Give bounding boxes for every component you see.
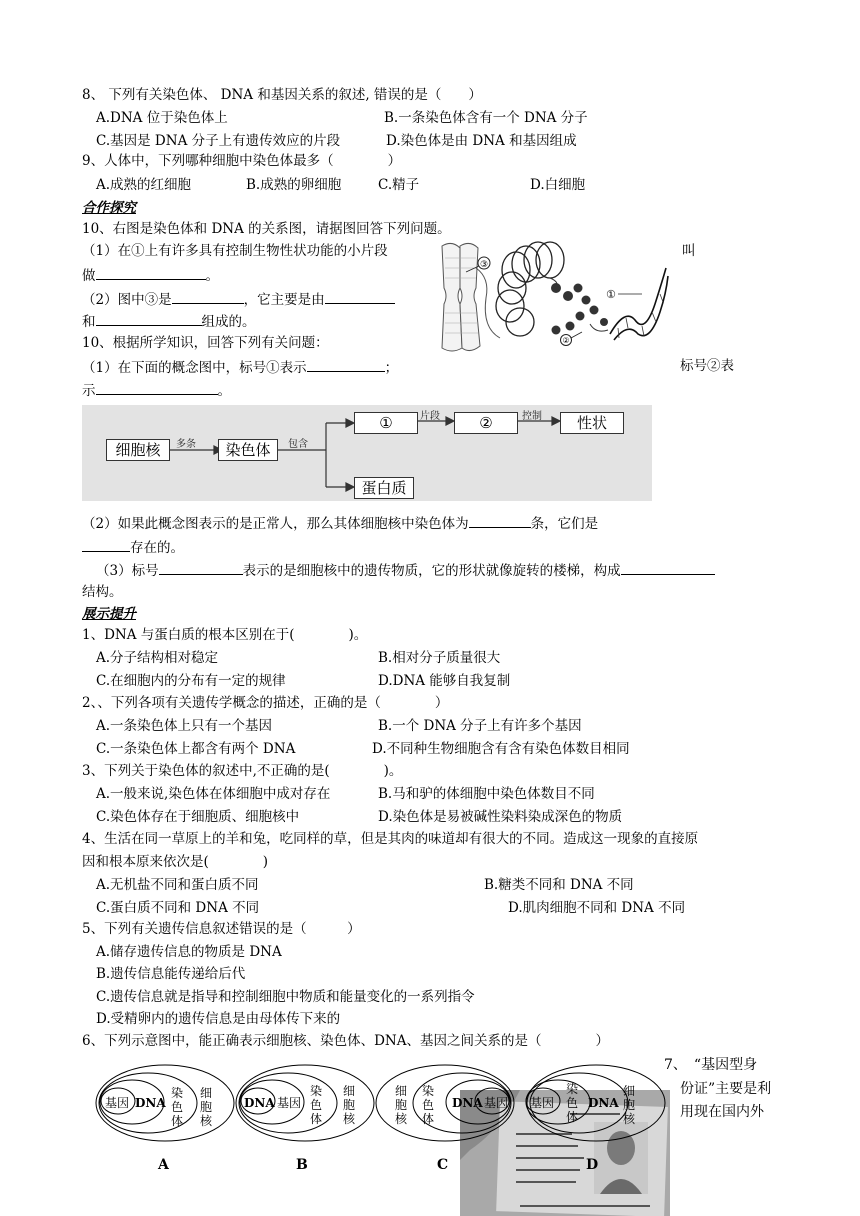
p5-option-c: C.遗传信息就是指导和控制细胞中物质和能量变化的一系列指令 xyxy=(96,989,475,1005)
option-label-c: C xyxy=(437,1157,449,1173)
option-label-d: D xyxy=(586,1157,599,1173)
answer-blank[interactable] xyxy=(469,513,531,528)
optC-chromosome: 染色体 xyxy=(421,1084,434,1126)
answer-blank[interactable] xyxy=(96,380,218,395)
p2-option-a: A.一条染色体上只有一个基因 xyxy=(96,718,273,734)
p3-option-a: A.一般来说,染色体在体细胞中成对存在 xyxy=(96,786,331,802)
q10b-part1-cont: 标号②表 xyxy=(680,358,734,374)
q10b-part3: （3）标号 表示的是细胞核中的遗传物质，它的形状就像旋转的楼梯，构成 xyxy=(96,560,715,580)
p3-option-c: C.染色体存在于细胞质、细胞核中 xyxy=(96,809,300,825)
p3-stem: 3、下列关于染色体的叙述中,不正确的是( )。 xyxy=(82,763,403,779)
q8-option-d: D.染色体是由 DNA 和基因组成 xyxy=(386,133,577,149)
optC-dna: DNA xyxy=(452,1096,483,1110)
p2-stem: 2、、下列各项有关遗传学概念的描述，正确的是（ ） xyxy=(82,695,449,711)
answer-blank[interactable] xyxy=(159,560,243,575)
q10b-part1: （1）在下面的概念图中，标号①表示 ； xyxy=(82,357,398,377)
figure-label-1: ① xyxy=(606,288,616,301)
q9-option-c: C.精子 xyxy=(378,177,420,193)
optC-gene: 基因 xyxy=(484,1096,509,1110)
edge-label-many: 多条 xyxy=(176,439,196,450)
q8-option-b: B.一条染色体含有一个 DNA 分子 xyxy=(384,110,588,126)
p7-line3: 用现在国内外 xyxy=(680,1104,764,1120)
answer-blank[interactable] xyxy=(325,289,395,304)
section-heading-showcase: 展示提升 xyxy=(82,606,136,622)
option-label-a: A xyxy=(158,1157,169,1173)
p1-option-c: C.在细胞内的分布有一定的规律 xyxy=(96,673,286,689)
p3-option-b: B.马和驴的体细胞中染色体数目不同 xyxy=(378,786,595,802)
q8-option-a: A.DNA 位于染色体上 xyxy=(96,110,228,126)
p2-option-c: C.一条染色体上都含有两个 DNA xyxy=(96,741,296,757)
p4-stem-line1: 4、生活在同一草原上的羊和兔，吃同样的草，但是其肉的味道却有很大的不同。造成这一现象的直接原 xyxy=(82,831,699,847)
p1-option-a: A.分子结构相对稳定 xyxy=(96,650,219,666)
q9-option-a: A.成熟的红细胞 xyxy=(96,177,192,193)
edge-label-contain: 包含 xyxy=(288,439,308,450)
figure-label-3: ③ xyxy=(479,260,489,270)
figure-label-2: ② xyxy=(562,336,570,345)
answer-blank[interactable] xyxy=(82,537,130,552)
concept-nucleus: 细胞核 xyxy=(106,439,170,461)
q10b-part2-line2: 存在的。 xyxy=(82,537,184,557)
optB-nucleus: 细胞核 xyxy=(342,1084,355,1126)
concept-box-1: ① xyxy=(354,412,418,434)
p7-line2: 份证”主要是利 xyxy=(680,1081,772,1097)
q9-option-d: D.白细胞 xyxy=(530,177,586,193)
answer-blank[interactable] xyxy=(621,560,715,575)
p2-option-d: D.不同种生物细胞含有含有染色体数目相同 xyxy=(372,741,630,757)
p4-option-c: C.蛋白质不同和 DNA 不同 xyxy=(96,900,260,916)
q8-stem: 8、 下列有关染色体、 DNA 和基因关系的叙述, 错误的是（ ） xyxy=(82,87,482,103)
q9-stem: 9、人体中，下列哪种细胞中染色体最多（ ） xyxy=(82,153,402,169)
optA-chromosome: 染色体 xyxy=(170,1086,183,1128)
p1-option-b: B.相对分子质量很大 xyxy=(378,650,501,666)
optA-nucleus: 细胞核 xyxy=(199,1086,212,1128)
chromosome-dna-figure xyxy=(430,238,670,356)
optB-dna: DNA xyxy=(244,1096,275,1110)
q10a-part2-line2: 和 组成的。 xyxy=(82,311,256,331)
q10b-part2: （2）如果此概念图表示的是正常人，那么其体细胞核中染色体为 条，它们是 xyxy=(82,513,598,533)
p4-stem-line2: 因和根本原来依次是( ) xyxy=(82,854,269,870)
q10a-part1-end: 叫 xyxy=(682,243,696,259)
q10b-stem: 10、根据所学知识，回答下列有关问题： xyxy=(82,335,329,351)
p4-option-d: D.肌肉细胞不同和 DNA 不同 xyxy=(508,900,686,916)
p5-option-d: D.受精卵内的遗传信息是由母体传下来的 xyxy=(96,1011,341,1027)
optB-gene: 基因 xyxy=(277,1096,302,1110)
q10a-part2: （2）图中③是 ，它主要是由 xyxy=(82,289,395,309)
q10b-part3-line2: 结构。 xyxy=(82,584,123,600)
p4-option-a: A.无机盐不同和蛋白质不同 xyxy=(96,877,259,893)
p1-stem: 1、DNA 与蛋白质的根本区别在于( )。 xyxy=(82,627,368,643)
p4-option-b: B.糖类不同和 DNA 不同 xyxy=(484,877,634,893)
answer-blank[interactable] xyxy=(307,357,385,372)
optC-nucleus: 细胞核 xyxy=(394,1084,407,1126)
option-label-b: B xyxy=(296,1157,308,1173)
p7-line1: 7、 “基因型身 xyxy=(664,1057,758,1073)
q9-option-b: B.成熟的卵细胞 xyxy=(246,177,342,193)
p5-option-a: A.储存遗传信息的物质是 DNA xyxy=(96,944,282,960)
optA-gene: 基因 xyxy=(105,1096,130,1110)
optB-chromosome: 染色体 xyxy=(309,1084,322,1126)
p1-option-d: D.DNA 能够自我复制 xyxy=(378,673,511,689)
edge-label-control: 控制 xyxy=(522,411,542,422)
p5-option-b: B.遗传信息能传递给后代 xyxy=(96,966,246,982)
answer-blank[interactable] xyxy=(172,289,244,304)
concept-chromosome: 染色体 xyxy=(218,439,278,461)
edge-label-segment: 片段 xyxy=(420,411,440,422)
q10a-stem: 10、右图是染色体和 DNA 的关系图，请据图回答下列问题。 xyxy=(82,221,451,237)
q8-option-c: C.基因是 DNA 分子上有遗传效应的片段 xyxy=(96,133,341,149)
optD-dna: DNA xyxy=(588,1096,619,1110)
p2-option-b: B.一个 DNA 分子上有许多个基因 xyxy=(378,718,582,734)
optD-nucleus: 细胞核 xyxy=(622,1084,635,1126)
p6-stem: 6、下列示意图中，能正确表示细胞核、染色体、DNA、基因之间关系的是（ ） xyxy=(82,1033,609,1049)
q10b-part1-line2: 示 。 xyxy=(82,380,231,400)
concept-box-2: ② xyxy=(454,412,518,434)
optD-chromosome: 染色体 xyxy=(565,1082,578,1124)
answer-blank[interactable] xyxy=(96,311,202,326)
optA-dna: DNA xyxy=(135,1096,166,1110)
p5-stem: 5、下列有关遗传信息叙述错误的是（ ） xyxy=(82,921,361,937)
q10a-part1-line2: 做 。 xyxy=(82,265,219,285)
optD-gene: 基因 xyxy=(530,1096,555,1110)
concept-protein: 蛋白质 xyxy=(354,477,414,499)
answer-blank[interactable] xyxy=(96,265,206,280)
q10a-part1: （1）在①上有许多具有控制生物性状功能的小片段 xyxy=(82,243,388,259)
p3-option-d: D.染色体是易被碱性染料染成深色的物质 xyxy=(378,809,623,825)
section-heading-cooperate: 合作探究 xyxy=(82,200,136,216)
concept-trait: 性状 xyxy=(560,412,624,434)
concept-map xyxy=(82,405,652,501)
